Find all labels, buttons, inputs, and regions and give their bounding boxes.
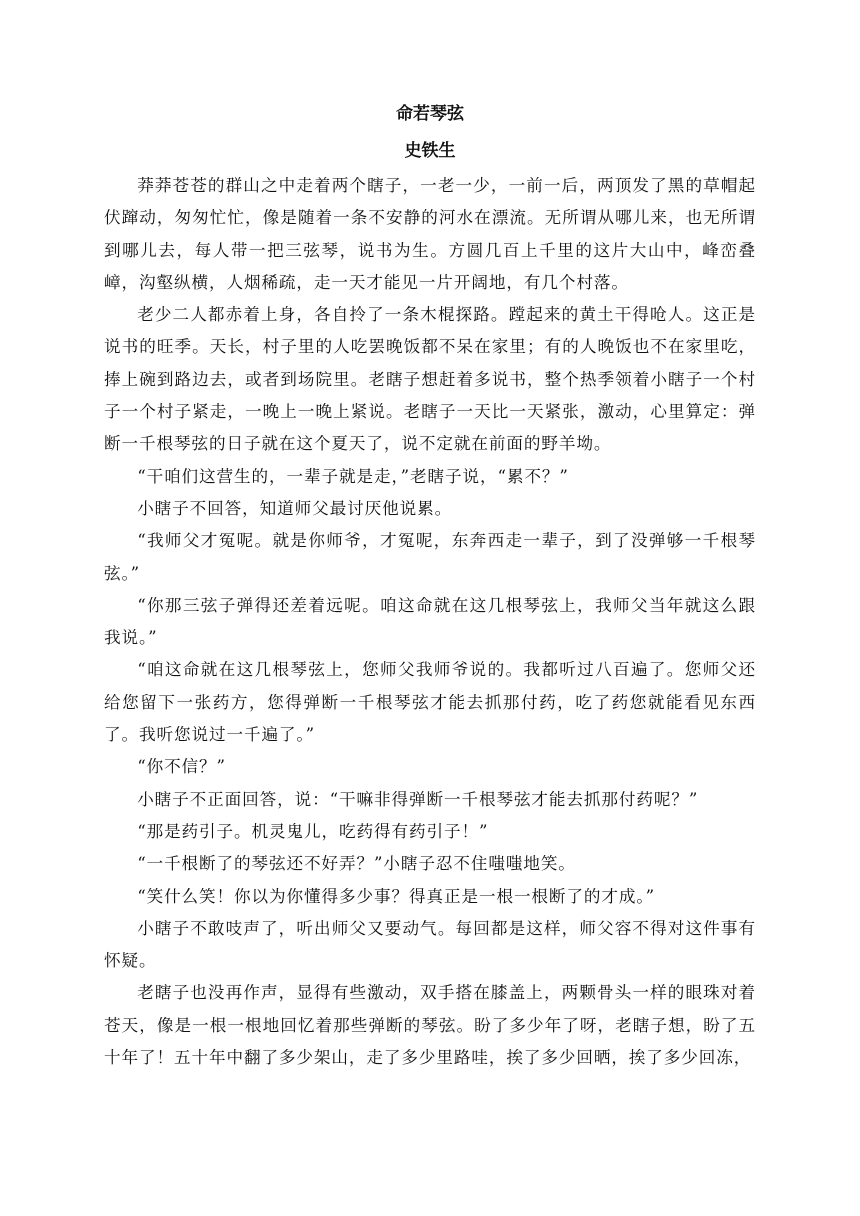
paragraph: “你那三弦子弹得还差着远呢。咱这命就在这几根琴弦上，我师父当年就这么跟我说。” — [104, 595, 756, 648]
paragraph: “咱这命就在这几根琴弦上，您师父我师爷说的。我都听过八百遍了。您师父还给您留下一张药方，您得弹断一千根琴弦才能去抓那付药，吃了药您就能看见东西了。我听您说过一千遍了。” — [104, 660, 756, 745]
paragraph: “那是药引子。机灵鬼儿，吃药得有药引子！” — [137, 821, 489, 841]
paragraph: 小瞎子不正面回答，说：“干嘛非得弹断一千根琴弦才能去抓那付药呢？” — [137, 789, 699, 809]
paragraph: “我师父才冤呢。就是你师爷，才冤呢，东奔西走一辈子，到了没弹够一千根琴弦。” — [104, 531, 756, 583]
paragraph: 莽莽苍苍的群山之中走着两个瞎子，一老一少，一前一后，两顶发了黑的草帽起伏蹿动，匆匆忙忙，像是随着一条不安静的河水在漂流。无所谓从哪儿来，也无所谓到哪儿去，每人带一把三弦琴，说书为生。方圆几百上千里的这片大山中，峰峦叠嶂，沟壑纵横，人烟稀疏，走一天才能见一片开阔地，有几个村落。 — [104, 176, 756, 292]
paragraph: “你不信？” — [137, 757, 226, 777]
article-author: 史铁生 — [404, 141, 456, 161]
article-title: 命若琴弦 — [396, 104, 464, 124]
article-body — [104, 170, 756, 1074]
paragraph: 小瞎子不回答，知道师父最讨厌他说累。 — [137, 498, 453, 518]
paragraph: 老瞎子也没再作声，显得有些激动，双手搭在膝盖上，两颗骨头一样的眼珠对着苍天，像是一根一根地回忆着那些弹断的琴弦。盼了多少年了呀，老瞎子想，盼了五十年了！五十年中翻了多少架山，走了多少里路哇，挨了多少回晒，挨了多少回冻， — [104, 983, 756, 1068]
paragraph: “干咱们这营生的，一辈子就是走，”老瞎子说，“累不？” — [137, 466, 569, 486]
paragraph: “笑什么笑！你以为你懂得多少事？得真正是一根一根断了的才成。” — [137, 886, 655, 906]
paragraph: 老少二人都赤着上身，各自拎了一条木棍探路。蹚起来的黄土干得呛人。这正是说书的旺季。天长，村子里的人吃罢晚饭都不呆在家里；有的人晚饭也不在家里吃，捧上碗到路边去，或者到场院里。老瞎子想赶着多说书，整个热季领着小瞎子一个村子一个村子紧走，一晚上一晚上紧说。老瞎子一天比一天紧张，激动，心里算定：弹断一千根琴弦的日子就在这个夏天了，说不定就在前面的野羊坳。 — [104, 305, 756, 454]
paragraph: “一千根断了的琴弦还不好弄？”小瞎子忍不住嗤嗤地笑。 — [137, 854, 576, 874]
paragraph: 小瞎子不敢吱声了，听出师父又要动气。每回都是这样，师父容不得对这件事有怀疑。 — [104, 918, 756, 971]
